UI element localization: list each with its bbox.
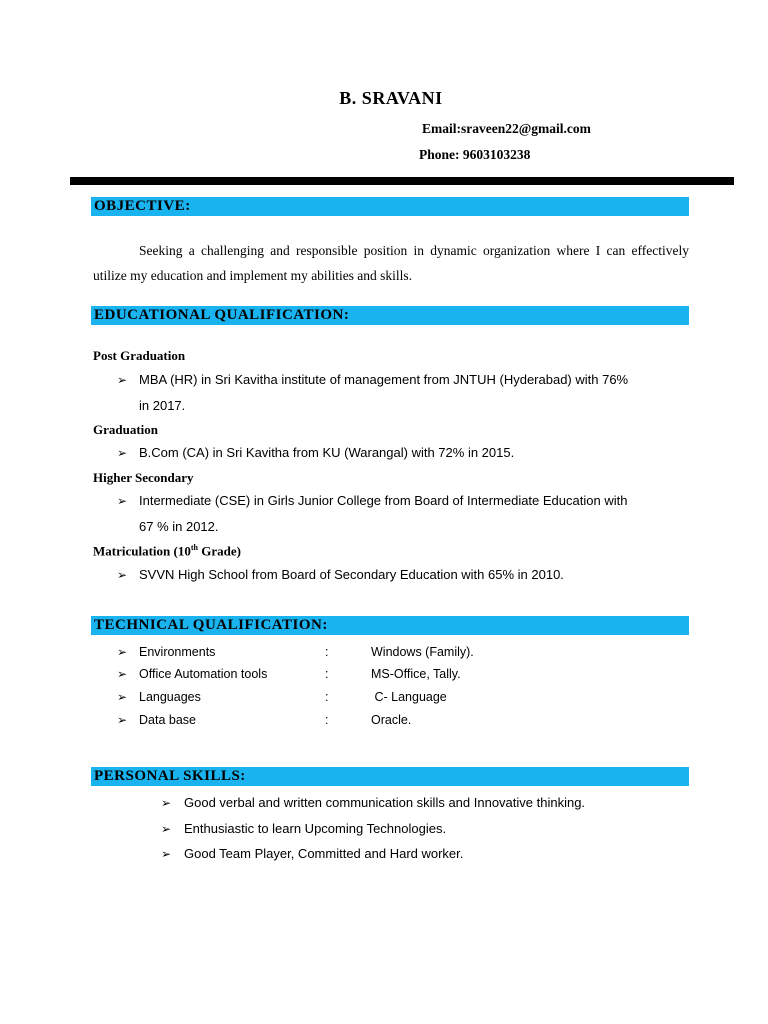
graduation-heading: Graduation bbox=[93, 422, 159, 437]
matriculation-detail: SVVN High School from Board of Secondary Education with 65% in 2010. bbox=[139, 567, 564, 582]
arrow-bullet-icon: ➢ bbox=[117, 494, 128, 508]
skill-item: Good Team Player, Committed and Hard worker. bbox=[184, 846, 464, 861]
higher-secondary-detail-cont: 67 % in 2012. bbox=[139, 519, 219, 534]
tech-value: Windows (Family). bbox=[371, 645, 474, 659]
arrow-bullet-icon: ➢ bbox=[117, 446, 128, 460]
arrow-bullet-icon: ➢ bbox=[117, 667, 128, 681]
objective-text: Seeking a challenging and responsible position in dynamic organization where I can effectively utilize my education and implement my abilities and skills. bbox=[93, 243, 689, 283]
arrow-bullet-icon: ➢ bbox=[161, 847, 172, 861]
skills-section-bar bbox=[91, 767, 689, 786]
post-graduation-heading: Post Graduation bbox=[93, 348, 186, 363]
arrow-bullet-icon: ➢ bbox=[117, 645, 128, 659]
higher-secondary-detail: Intermediate (CSE) in Girls Junior College from Board of Intermediate Education with bbox=[139, 493, 628, 508]
tech-value: MS-Office, Tally. bbox=[371, 667, 461, 681]
tech-label: Data base bbox=[139, 713, 196, 727]
tech-separator: : bbox=[325, 645, 329, 659]
post-graduation-detail-cont: in 2017. bbox=[139, 398, 186, 413]
phone-line: Phone: 9603103238 bbox=[419, 147, 531, 162]
arrow-bullet-icon: ➢ bbox=[117, 568, 128, 582]
arrow-bullet-icon: ➢ bbox=[117, 373, 128, 387]
education-heading: EDUCATIONAL QUALIFICATION: bbox=[94, 307, 350, 323]
candidate-name: B. SRAVANI bbox=[339, 88, 443, 108]
tech-value: Oracle. bbox=[371, 713, 412, 727]
email-line: Email:sraveen22@gmail.com bbox=[422, 121, 591, 136]
arrow-bullet-icon: ➢ bbox=[117, 713, 128, 727]
tech-separator: : bbox=[325, 713, 329, 727]
matriculation-heading: Matriculation (10th Grade) bbox=[93, 543, 241, 559]
post-graduation-detail: MBA (HR) in Sri Kavitha institute of management from JNTUH (Hyderabad) with 76% bbox=[139, 372, 629, 387]
objective-section-bar bbox=[91, 197, 689, 216]
objective-heading: OBJECTIVE: bbox=[94, 198, 191, 214]
skills-heading: PERSONAL SKILLS: bbox=[94, 768, 246, 784]
tech-label: Office Automation tools bbox=[139, 667, 268, 681]
tech-separator: : bbox=[325, 690, 329, 704]
arrow-bullet-icon: ➢ bbox=[117, 690, 128, 704]
education-section-bar bbox=[91, 306, 689, 325]
tech-separator: : bbox=[325, 667, 329, 681]
technical-section-bar bbox=[91, 616, 689, 635]
higher-secondary-heading: Higher Secondary bbox=[93, 470, 194, 485]
tech-value: C- Language bbox=[371, 690, 447, 704]
arrow-bullet-icon: ➢ bbox=[161, 822, 172, 836]
skill-item: Enthusiastic to learn Upcoming Technologies. bbox=[184, 821, 447, 836]
tech-label: Languages bbox=[139, 690, 201, 704]
header-divider bbox=[70, 177, 734, 185]
skill-item: Good verbal and written communication skills and Innovative thinking. bbox=[184, 795, 586, 810]
technical-heading: TECHNICAL QUALIFICATION: bbox=[94, 617, 328, 633]
graduation-detail: B.Com (CA) in Sri Kavitha from KU (Warangal) with 72% in 2015. bbox=[139, 445, 515, 460]
arrow-bullet-icon: ➢ bbox=[161, 796, 172, 810]
tech-label: Environments bbox=[139, 645, 216, 659]
